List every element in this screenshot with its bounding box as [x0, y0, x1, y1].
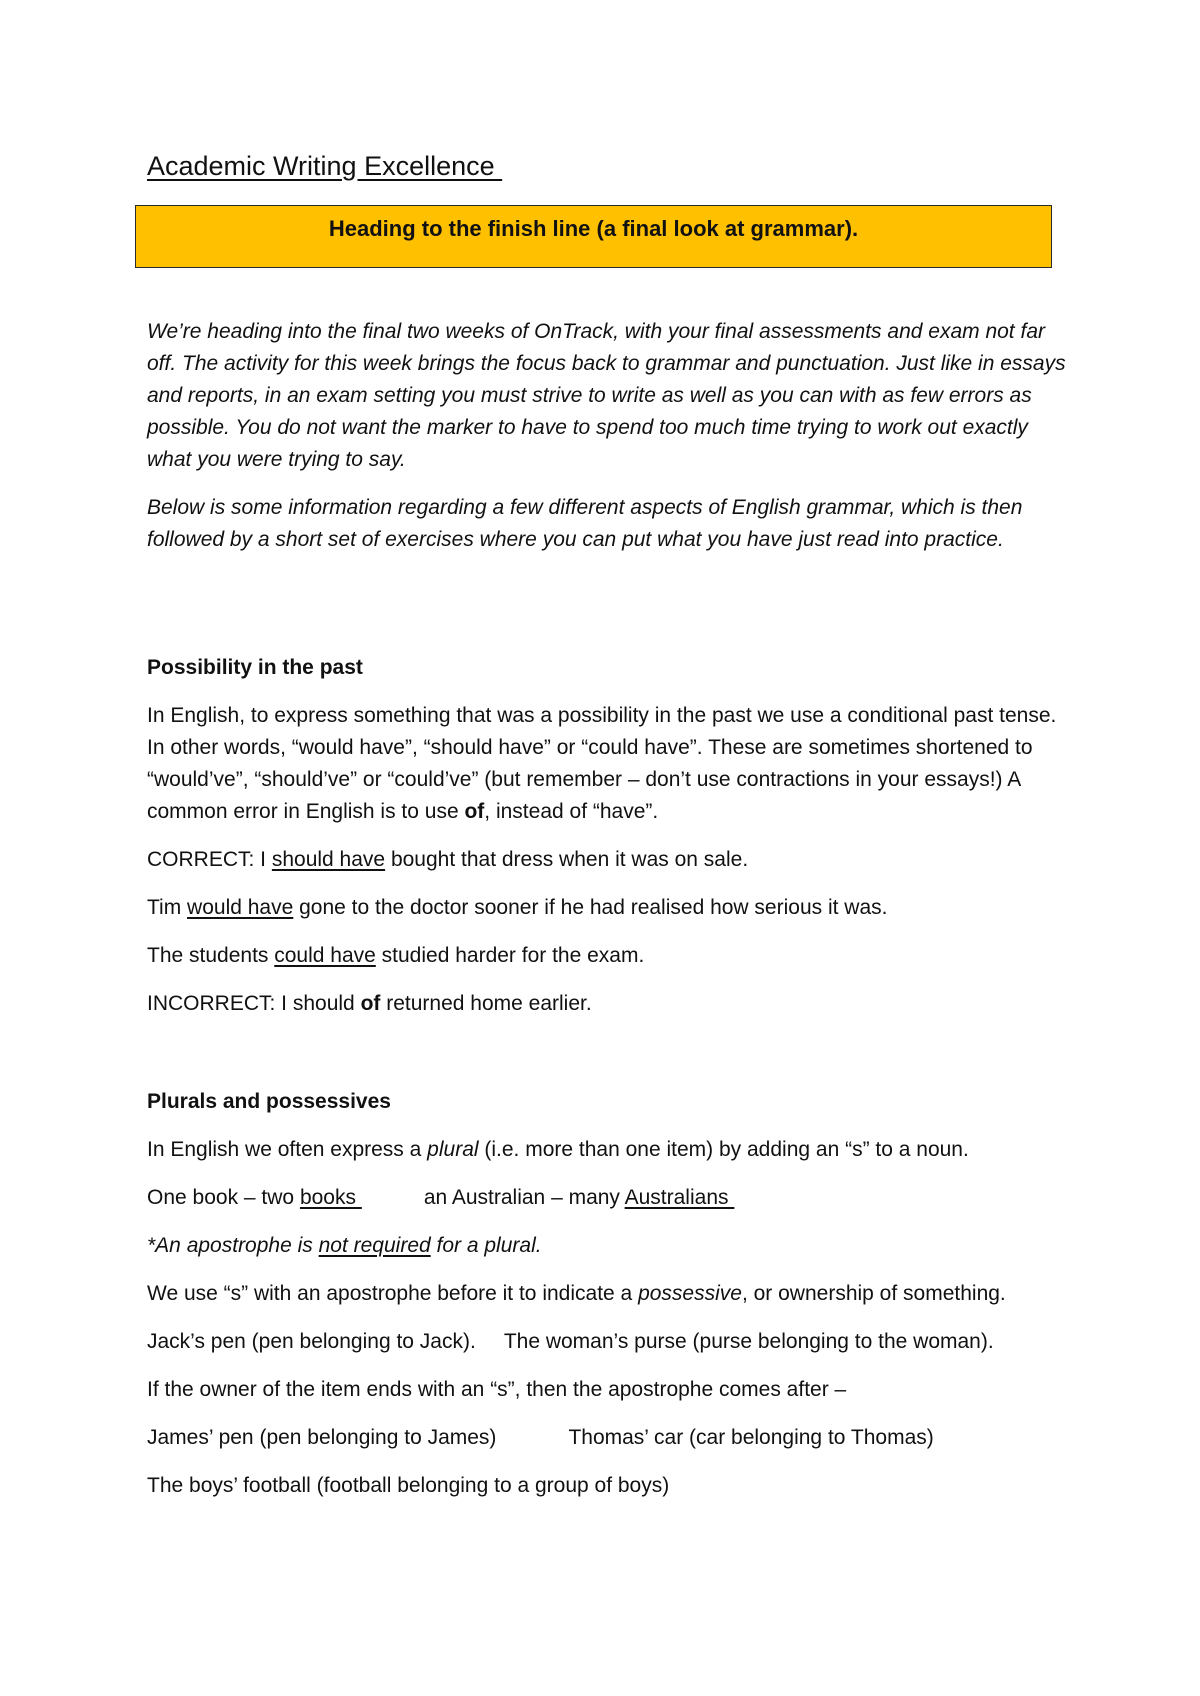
possessive-example: James’ pen (pen belonging to James) — [147, 1426, 497, 1449]
intro-paragraph-1: We’re heading into the final two weeks of OnTrack, with your final assessments and exam not far off. The activity for this week brings the focus back to grammar and punctuation. Just like in essays and reports, in an exam setting you must strive to write as well as you can with as few errors as possible. You do not want the marker to have to spend too much time trying to work out exactly what you were trying to say. — [147, 320, 1066, 471]
example-text: INCORRECT: I should — [147, 992, 361, 1015]
example-underlined: could have — [274, 944, 376, 967]
example-text: Tim — [147, 896, 188, 919]
example-correct — [147, 844, 1077, 876]
plurals-text: (i.e. more than one item) by adding an “s” to a noun. — [478, 1138, 969, 1161]
plurals-text: We use “s” with an apostrophe before it to indicate a — [147, 1282, 639, 1305]
possibility-paragraph — [147, 700, 1077, 828]
plurals-italic: possessive — [638, 1282, 742, 1305]
example-text: studied harder for the exam. — [375, 944, 645, 967]
plurals-text: In English we often express a — [147, 1138, 428, 1161]
example-text: gone to the doctor sooner if he had realised how serious it was. — [293, 896, 888, 919]
plurals-example-text: One book – two — [147, 1186, 300, 1209]
possessive-examples-1 — [147, 1326, 1077, 1358]
intro-section — [147, 316, 1077, 572]
plurals-example-text: an Australian – many — [423, 1186, 625, 1209]
plurals-examples — [147, 1182, 1077, 1214]
possessive-example-boys: The boys’ football (football belonging to a group of boys) — [147, 1474, 670, 1497]
plurals-paragraph-2 — [147, 1278, 1077, 1310]
example-text: returned home earlier. — [380, 992, 592, 1015]
plurals-text: , or ownership of something. — [741, 1282, 1006, 1305]
possibility-heading: Possibility in the past — [147, 656, 363, 679]
example-text: bought that dress when it was on sale. — [385, 848, 749, 871]
example-underlined: should have — [271, 848, 386, 871]
example-underlined: would have — [187, 896, 294, 919]
plurals-section — [147, 1086, 1077, 1518]
example-would-have — [147, 892, 1077, 924]
example-could-have — [147, 940, 1077, 972]
example-bold: of — [360, 992, 381, 1015]
apostrophe-note — [147, 1230, 1077, 1262]
title-block — [147, 148, 1077, 184]
example-text: The students — [147, 944, 275, 967]
note-text: for a plural. — [430, 1234, 542, 1257]
plurals-example-underlined: Australians — [624, 1186, 735, 1209]
example-incorrect — [147, 988, 1077, 1020]
possibility-text-b: , instead of “have”. — [484, 800, 659, 823]
intro-paragraph-2: Below is some information regarding a few different aspects of English grammar, which is then followed by a short set of exercises where you can put what you have just read into practice. — [147, 496, 1023, 551]
possessive-examples-2 — [147, 1422, 1077, 1454]
possessive-example: Jack’s pen (pen belonging to Jack). — [147, 1330, 476, 1353]
note-text: *An apostrophe is — [147, 1234, 319, 1257]
possibility-of-word: of — [464, 800, 485, 823]
plurals-paragraph-3: If the owner of the item ends with an “s”, then the apostrophe comes after – — [147, 1378, 847, 1401]
banner-text: Heading to the finish line (a final look at grammar). — [328, 216, 859, 241]
possibility-section — [147, 652, 1077, 1036]
possessive-example: The woman’s purse (purse belonging to the woman). — [503, 1330, 994, 1353]
plurals-italic: plural — [427, 1138, 479, 1161]
note-underlined: not required — [318, 1234, 431, 1257]
document-title: Academic Writing Excellence — [147, 151, 503, 181]
plurals-heading: Plurals and possessives — [147, 1090, 391, 1113]
heading-banner — [135, 205, 1052, 268]
possibility-text-a: In English, to express something that was a possibility in the past we use a conditional past tense. In other words, “would have”, “should have” or “could have”. These are sometimes shortened to “would’ve”, “should’ve” or “could’ve” (but remember – don’t use contractions in your essays!) A common error in English is to use — [147, 704, 1057, 823]
possessive-example: Thomas’ car (car belonging to Thomas) — [568, 1426, 934, 1449]
plurals-example-underlined: books — [299, 1186, 362, 1209]
example-text: CORRECT: I — [147, 848, 272, 871]
plurals-paragraph-1 — [147, 1134, 1077, 1166]
